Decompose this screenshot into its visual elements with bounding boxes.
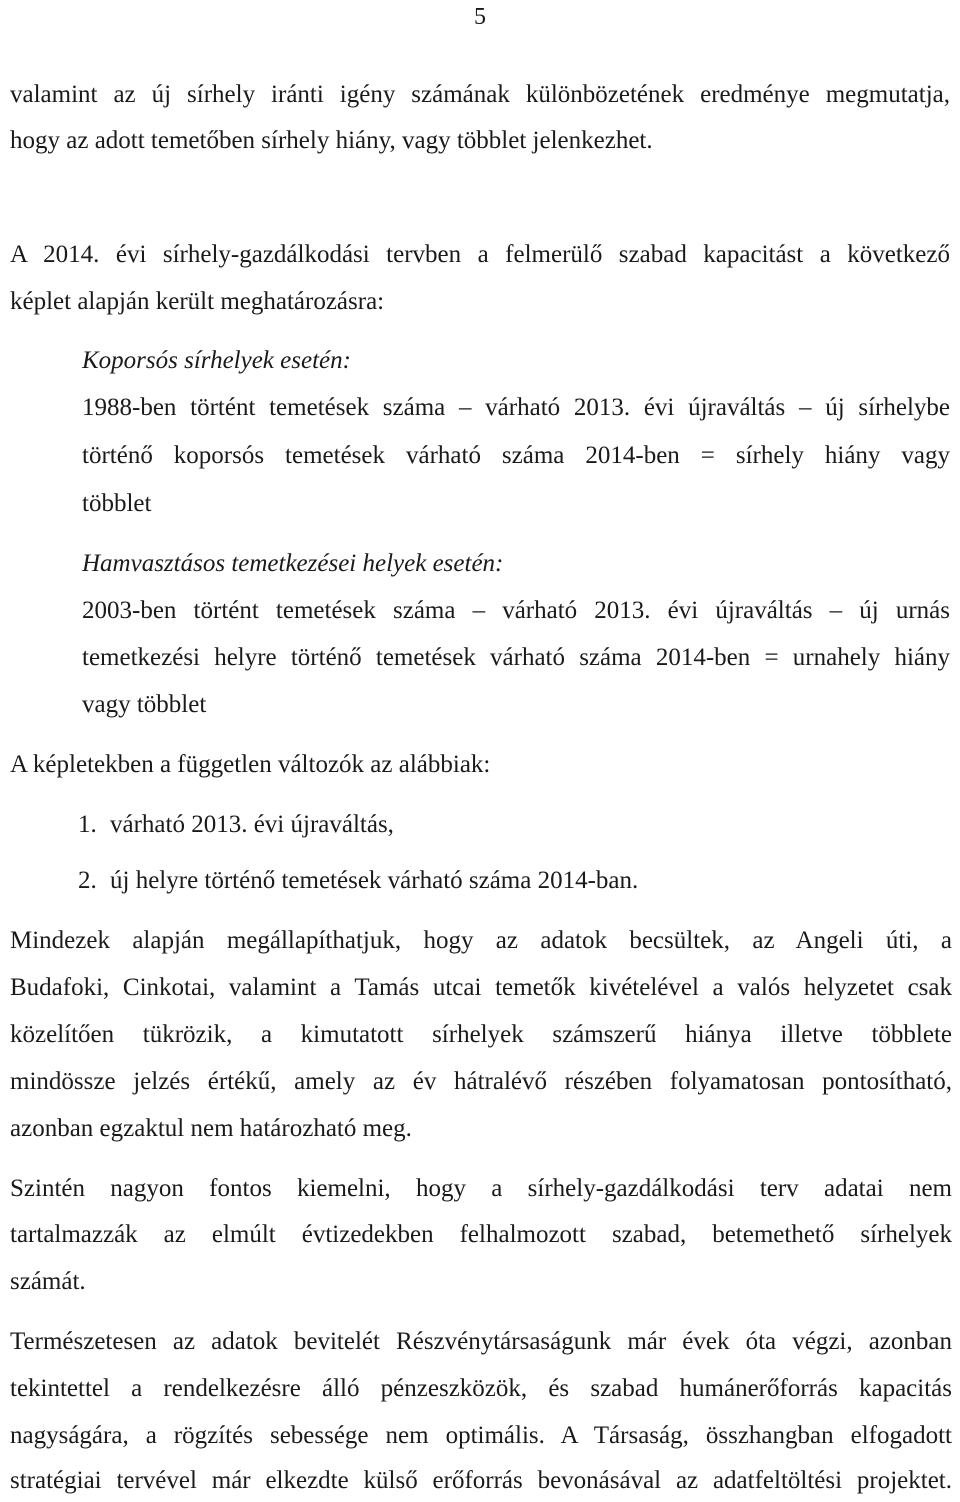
- page-number: 5: [474, 4, 486, 30]
- text-line: közelítően tükrözik, a kimutatott sírhelyek számszerű hiánya illetve többlete: [10, 1021, 952, 1048]
- text-line: hogy az adott temetőben sírhely hiány, vagy többlet jelenkezhet.: [10, 127, 653, 154]
- text-line: mindössze jelzés értékű, amely az év hátralévő részében folyamatosan pontosítható,: [10, 1068, 952, 1095]
- text-line: Budafoki, Cinkotai, valamint a Tamás utcai temetők kivételével a valós helyzetet csak: [10, 974, 952, 1001]
- section-heading: Hamvasztásos temetkezései helyek esetén:: [82, 550, 504, 577]
- list-text: új helyre történő temetések várható száma 2014-ban.: [110, 867, 639, 894]
- list-number: 2.: [78, 867, 97, 894]
- section-heading: Koporsós sírhelyek esetén:: [82, 347, 351, 374]
- formula-line: vagy többlet: [82, 691, 207, 718]
- text-line: azonban egzaktul nem határozható meg.: [10, 1115, 412, 1142]
- text-line: A 2014. évi sírhely-gazdálkodási tervben a felmerülő szabad kapacitást a következő: [10, 241, 950, 268]
- text-line: stratégiai tervével már elkezdte külső erőforrás bevonásával az adatfeltöltési projektet.: [10, 1467, 952, 1494]
- formula-line: temetkezési helyre történő temetések várható száma 2014-ben = urnahely hiány: [82, 644, 950, 671]
- list-intro: A képletekben a független változók az alábbiak:: [10, 751, 491, 778]
- formula-line: 2003-ben történt temetések száma – várható 2013. évi újraváltás – új urnás: [82, 597, 950, 624]
- list-text: várható 2013. évi újraváltás,: [110, 811, 394, 838]
- text-line: valamint az új sírhely iránti igény számának különbözetének eredménye megmutatja,: [10, 81, 950, 108]
- formula-line: történő koporsós temetések várható száma 2014-ben = sírhely hiány vagy: [82, 442, 950, 469]
- text-line: Természetesen az adatok bevitelét Részvénytársaságunk már évek óta végzi, azonban: [10, 1328, 952, 1355]
- list-number: 1.: [78, 811, 97, 838]
- formula-line: 1988-ben történt temetések száma – várható 2013. évi újraváltás – új sírhelybe: [82, 394, 950, 421]
- formula-line: többlet: [82, 490, 152, 517]
- text-line: nagyságára, a rögzítés sebessége nem optimális. A Társaság, összhangban elfogadott: [10, 1422, 952, 1449]
- text-line: tartalmazzák az elmúlt évtizedekben felhalmozott szabad, betemethető sírhelyek: [10, 1221, 952, 1248]
- text-line: képlet alapján került meghatározásra:: [10, 288, 385, 315]
- text-line: tekintettel a rendelkezésre álló pénzeszközök, és szabad humánerőforrás kapacitás: [10, 1375, 952, 1402]
- text-line: számát.: [10, 1268, 86, 1295]
- text-line: Szintén nagyon fontos kiemelni, hogy a sírhely-gazdálkodási terv adatai nem: [10, 1175, 952, 1202]
- text-line: Mindezek alapján megállapíthatjuk, hogy az adatok becsültek, az Angeli úti, a: [10, 927, 952, 954]
